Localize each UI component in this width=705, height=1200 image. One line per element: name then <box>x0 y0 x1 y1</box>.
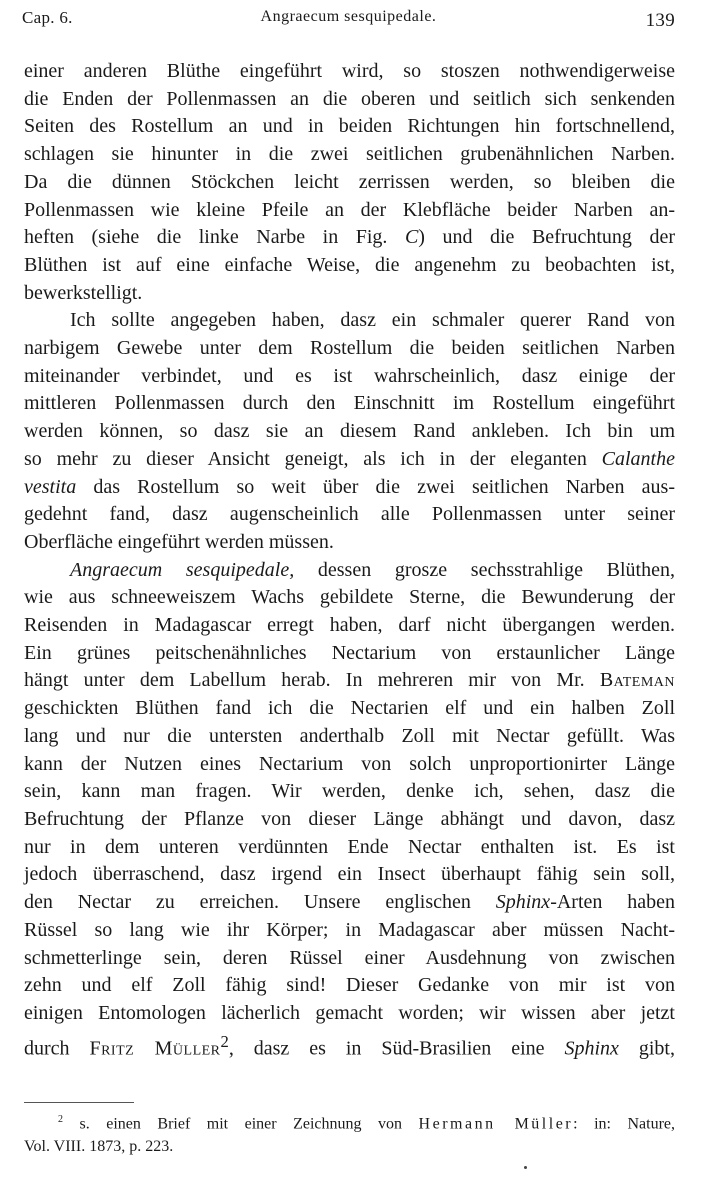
text-fragment: ) und die Befruchtung der <box>418 226 675 249</box>
footnote-number: 2 <box>58 1114 63 1125</box>
text-line: Pollenmassen wie kleine Pfeile an der Klebfläche beider Narben an- <box>24 198 675 221</box>
text-line: Oberfläche eingeführt werden müssen. <box>24 530 334 553</box>
text-line: schlagen sie hinunter in die zwei seitlichen grubenähnlichen Narben. <box>24 143 675 166</box>
genus-name: Sphinx <box>564 1037 619 1060</box>
text-line: Da die dünnen Stöckchen leicht zerrissen werden, so bleiben die <box>24 170 675 193</box>
text-line: die Enden der Pollenmassen an die oberen und seitlich sich senkenden <box>24 87 675 110</box>
text-fragment: dessen grosze sechsstrahlige Blüthen, <box>294 558 675 581</box>
text-fragment: gibt, <box>618 1037 675 1060</box>
text-fragment: s. einen Brief mit einer Zeichnung von <box>79 1115 419 1133</box>
chapter-label: Cap. 6. <box>22 8 73 27</box>
text-line <box>24 446 675 474</box>
text-fragment: : in: Nature, <box>573 1115 676 1133</box>
species-name: Calanthe <box>601 447 675 470</box>
person-name: Fritz Müller <box>89 1037 221 1060</box>
footnote-marker[interactable]: 2 <box>220 1031 229 1051</box>
text-line <box>24 474 675 502</box>
text-fragment: , dasz es in Süd-Brasilien eine <box>228 1037 565 1060</box>
paragraph-3 <box>24 557 675 1063</box>
text-line: zehn und elf Zoll fähig sind! Dieser Gedanke von mir ist von <box>24 974 675 997</box>
text-line: Ein grünes peitschenähnliches Nectarium von erstaunlicher Länge <box>24 641 675 664</box>
page-number: 139 <box>645 10 675 31</box>
species-name: vestita <box>24 475 77 498</box>
footnote-line: Vol. VIII. 1873, p. 223. <box>24 1138 174 1156</box>
text-line <box>24 667 675 695</box>
text-line: lang und nur die untersten anderthalb Zoll mit Nectar gefüllt. Was <box>24 724 675 747</box>
text-line <box>24 889 675 917</box>
text-line: bewerkstelligt. <box>24 281 143 304</box>
body-text <box>24 58 675 1063</box>
footnote-divider <box>24 1102 134 1103</box>
text-line: gedehnt fand, dasz augenscheinlich alle Pollenmassen unter seiner <box>24 503 675 526</box>
text-line: Seiten des Rostellum an und in beiden Richtungen hin fortschnellend, <box>24 115 675 138</box>
text-line: wie aus schneeweiszem Wachs gebildete Sterne, die Bewunderung der <box>24 586 675 609</box>
text-line: narbigem Gewebe unter dem Rostellum die beiden seitlichen Narben <box>24 337 675 360</box>
text-line: nur in dem unteren verdünnten Ende Nectar enthalten ist. Es ist <box>24 835 675 858</box>
text-line: Reisenden in Madagascar erregt haben, darf nicht übergangen werden. <box>24 614 675 637</box>
genus-name: Sphinx <box>495 891 551 914</box>
text-line: einer anderen Blüthe eingeführt wird, so stoszen nothwendigerweise <box>24 60 675 82</box>
print-speck <box>524 1166 527 1169</box>
text-fragment: so mehr zu dieser Ansicht geneigt, als ich in der eleganten <box>24 447 602 470</box>
paragraph-1 <box>24 58 675 307</box>
paragraph-2 <box>24 307 675 556</box>
person-name: Hermann Müller <box>418 1115 574 1133</box>
text-line: Rüssel so lang wie ihr Körper; in Madagascar aber müssen Nacht- <box>24 918 675 941</box>
text-fragment: das Rostellum so weit über die zwei seitlichen Narben aus- <box>76 475 675 498</box>
text-line: sein, kann man fragen. Wir werden, denke ich, sehen, dasz die <box>24 780 675 803</box>
footnote <box>24 1108 675 1158</box>
text-line: kann der Nutzen eines Nectarium von solch unproportionirter Länge <box>24 752 675 775</box>
text-line <box>24 1028 675 1063</box>
text-fragment: hängt unter dem Labellum herab. In mehreren mir von Mr. <box>24 669 600 692</box>
text-fragment: durch <box>24 1037 90 1060</box>
text-line <box>24 557 675 585</box>
text-line: Ich sollte angegeben haben, dasz ein schmaler querer Rand von <box>70 309 675 332</box>
text-line: werden können, so dasz sie an diesem Rand ankleben. Ich bin um <box>24 420 675 443</box>
footnote-line <box>24 1108 675 1135</box>
species-name: Angraecum sesquipedale, <box>70 558 295 581</box>
text-fragment: -Arten haben <box>550 891 675 914</box>
text-line: geschickten Blüthen fand ich die Nectarien elf und ein halben Zoll <box>24 697 675 720</box>
text-line: schmetterlinge sein, deren Rüssel einer Ausdehnung von zwischen <box>24 946 675 969</box>
text-line: miteinander verbindet, und es ist wahrscheinlich, dasz einige der <box>24 364 675 387</box>
running-header <box>22 6 675 36</box>
person-name: Bateman <box>599 669 675 692</box>
text-line: einigen Entomologen lächerlich gemacht worden; wir wissen aber jetzt <box>24 1001 675 1024</box>
text-line: jedoch überraschend, dasz irgend ein Insect überhaupt fähig sein soll, <box>24 863 675 886</box>
text-line: Blüthen ist auf eine einfache Weise, die angenehm zu beobachten ist, <box>24 253 675 276</box>
running-title: Angraecum sesquipedale. <box>260 8 437 25</box>
text-line: Befruchtung der Pflanze von dieser Länge abhängt und davon, dasz <box>24 807 675 830</box>
text-fragment: heften (siehe die linke Narbe in Fig. <box>24 226 405 249</box>
text-fragment: den Nectar zu erreichen. Unsere englischen <box>24 891 496 914</box>
figure-reference: C <box>404 226 419 249</box>
text-line <box>24 224 675 252</box>
text-line: mittleren Pollenmassen durch den Einschnitt im Rostellum eingeführt <box>24 392 675 415</box>
